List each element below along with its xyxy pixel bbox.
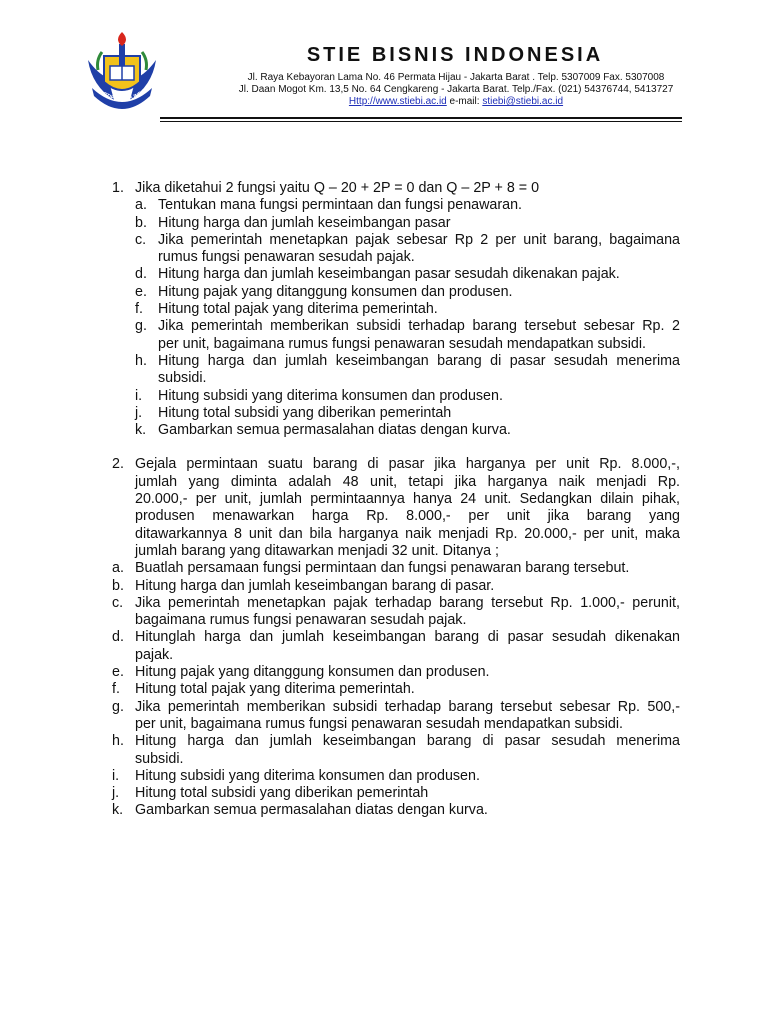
item-letter: d. bbox=[112, 629, 124, 646]
text-line: Hitung total subsidi yang diberikan pemerintah bbox=[158, 404, 452, 421]
item-text bbox=[158, 353, 680, 388]
item-letter: i. bbox=[112, 767, 120, 784]
item-letter: f. bbox=[112, 681, 120, 698]
item-letter: a. bbox=[112, 560, 124, 577]
text-line: Hitung pajak yang ditanggung konsumen dan produsen. bbox=[135, 664, 490, 681]
text-line: produsen menawarkan harga Rp. 8.000,- per unit jika barang yang bbox=[135, 508, 680, 525]
item-letter: i. bbox=[135, 387, 143, 404]
list-item bbox=[0, 266, 768, 283]
item-text bbox=[158, 388, 680, 405]
list-item bbox=[0, 301, 768, 318]
text-line: Hitung harga dan jumlah keseimbangan pasar bbox=[158, 214, 451, 231]
list-item bbox=[0, 560, 768, 577]
list-item bbox=[0, 664, 768, 681]
text-line: jumlah yang diminta adalah 48 unit, tetapi jika harganya naik menjadi Rp. bbox=[135, 473, 680, 490]
institution-name: STIE BISNIS INDONESIA bbox=[306, 44, 604, 66]
text-line: Jika pemerintah memberikan subsidi terhadap barang tersebut sebesar Rp. 500,- bbox=[135, 698, 680, 715]
email-link[interactable]: stiebi@stiebi.ac.id bbox=[482, 96, 564, 107]
header-divider bbox=[160, 117, 682, 119]
text-line: Gambarkan semua permasalahan diatas dengan kurva. bbox=[135, 802, 488, 819]
list-item bbox=[0, 232, 768, 267]
text-line: Hitung harga dan jumlah keseimbangan pasar sesudah dikenakan pajak. bbox=[158, 266, 620, 283]
item-text bbox=[135, 560, 680, 577]
question-number: 2. bbox=[112, 456, 124, 473]
list-item bbox=[0, 681, 768, 698]
item-letter: c. bbox=[135, 231, 147, 248]
list-item bbox=[0, 733, 768, 768]
list-item bbox=[0, 388, 768, 405]
item-text bbox=[135, 733, 680, 768]
item-text bbox=[158, 301, 680, 318]
text-line: Hitunglah harga dan jumlah keseimbangan barang di pasar sesudah dikenakan bbox=[135, 629, 680, 646]
question-sheet bbox=[0, 180, 768, 820]
item-letter: f. bbox=[135, 301, 143, 318]
text-line: per unit, bagaimana rumus fungsi penawaran sesudah mendapatkan subsidi. bbox=[135, 715, 623, 732]
list-item bbox=[0, 318, 768, 353]
institution-logo bbox=[84, 30, 160, 116]
list-item bbox=[0, 699, 768, 734]
item-letter: e. bbox=[112, 664, 124, 681]
list-item bbox=[0, 284, 768, 301]
item-letter: d. bbox=[135, 266, 147, 283]
list-item bbox=[0, 197, 768, 214]
item-text bbox=[135, 699, 680, 734]
text-line: Hitung total pajak yang diterima pemerintah. bbox=[135, 681, 415, 698]
text-line: subsidi. bbox=[135, 750, 184, 767]
item-text bbox=[135, 802, 680, 819]
text-line: Hitung subsidi yang diterima konsumen dan produsen. bbox=[158, 387, 503, 404]
item-letter: j. bbox=[112, 785, 120, 802]
question-row bbox=[0, 456, 768, 560]
item-text bbox=[158, 318, 680, 353]
spacer bbox=[0, 439, 768, 456]
item-letter: k. bbox=[112, 802, 124, 819]
list-item bbox=[0, 353, 768, 388]
question-2 bbox=[0, 456, 768, 819]
list-item bbox=[0, 578, 768, 595]
email-label: e-mail: bbox=[449, 96, 480, 107]
text-line: Gejala permintaan suatu barang di pasar jika harganya per unit Rp. 8.000,-, bbox=[135, 456, 680, 473]
list-item bbox=[0, 629, 768, 664]
list-item bbox=[0, 785, 768, 802]
text-line: Buatlah persamaan fungsi permintaan dan fungsi penawaran barang tersebut. bbox=[135, 560, 630, 577]
question-row bbox=[0, 180, 768, 197]
item-letter: h. bbox=[112, 733, 124, 750]
list-item bbox=[0, 422, 768, 439]
item-text bbox=[135, 578, 680, 595]
text-line: Hitung pajak yang ditanggung konsumen dan produsen. bbox=[158, 283, 513, 300]
item-text bbox=[135, 629, 680, 664]
item-letter: c. bbox=[112, 594, 124, 611]
address-line-2: Jl. Daan Mogot Km. 13,5 No. 64 Cengkareng - Jakarta Barat. Telp./Fax. (021) 54376744, 5413727 bbox=[238, 84, 674, 95]
question-text: Jika diketahui 2 fungsi yaitu Q – 20 + 2P = 0 dan Q – 2P + 8 = 0 bbox=[135, 180, 540, 196]
text-line: Hitung total pajak yang diterima pemerintah. bbox=[158, 301, 438, 318]
item-letter: b. bbox=[112, 577, 124, 594]
item-letter: h. bbox=[135, 352, 147, 369]
website-link[interactable]: Http://www.stiebi.ac.id bbox=[348, 96, 447, 107]
text-line: 20.000,- per unit, jumlah permintaannya hanya 24 unit. Sedangkan dilain pihak, bbox=[135, 491, 680, 508]
item-text bbox=[135, 785, 680, 802]
torch-flame-icon bbox=[118, 32, 126, 46]
item-letter: e. bbox=[135, 283, 147, 300]
question-paragraph bbox=[135, 456, 680, 560]
item-text bbox=[158, 197, 680, 214]
list-item bbox=[0, 215, 768, 232]
item-text bbox=[158, 422, 680, 439]
item-text bbox=[158, 284, 680, 301]
text-line: Hitung harga dan jumlah keseimbangan barang di pasar. bbox=[135, 577, 495, 594]
question-1-items bbox=[0, 197, 768, 439]
item-text bbox=[135, 595, 680, 630]
item-letter: g. bbox=[135, 318, 147, 335]
address-line-1: Jl. Raya Kebayoran Lama No. 46 Permata Hijau - Jakarta Barat . Telp. 5307009 Fax. 5307008 bbox=[247, 72, 665, 83]
item-text bbox=[135, 681, 680, 698]
list-item bbox=[0, 802, 768, 819]
text-line: rumus fungsi penawaran sesudah pajak. bbox=[158, 249, 415, 266]
text-line: Hitung subsidi yang diterima konsumen dan produsen. bbox=[135, 767, 480, 784]
item-letter: k. bbox=[135, 422, 147, 439]
text-line: Hitung harga dan jumlah keseimbangan barang di pasar sesudah menerima bbox=[158, 352, 680, 369]
item-letter: a. bbox=[135, 197, 147, 214]
text-line: Jika pemerintah menetapkan pajak terhadap barang tersebut Rp. 1.000,- perunit, bbox=[135, 594, 680, 611]
text-line: pajak. bbox=[135, 646, 174, 663]
logo-ribbon-text: STIE BISNIS INDON bbox=[101, 85, 151, 104]
item-text bbox=[158, 232, 680, 267]
item-letter: j. bbox=[135, 404, 143, 421]
question-2-items bbox=[0, 560, 768, 819]
item-text bbox=[158, 405, 680, 422]
item-text bbox=[158, 266, 680, 283]
item-letter: g. bbox=[112, 698, 124, 715]
text-line: Gambarkan semua permasalahan diatas dengan kurva. bbox=[158, 422, 511, 439]
contact-line bbox=[186, 96, 726, 108]
list-item bbox=[0, 405, 768, 422]
header-divider-thin bbox=[160, 121, 682, 122]
text-line: Hitung total subsidi yang diberikan pemerintah bbox=[135, 785, 429, 802]
question-number: 1. bbox=[112, 180, 124, 196]
text-line: Tentukan mana fungsi permintaan dan fungsi penawaran. bbox=[158, 197, 523, 214]
item-text bbox=[135, 664, 680, 681]
text-line: ditawarkannya 8 unit dan bila harganya naik menjadi Rp. 20.000,- per unit, maka bbox=[135, 525, 680, 542]
text-line: Jika pemerintah memberikan subsidi terhadap barang tersebut sebesar Rp. 2 bbox=[158, 318, 680, 335]
text-line: subsidi. bbox=[158, 370, 207, 387]
text-line: per unit, bagaimana rumus fungsi penawaran sesudah mendapatkan subsidi. bbox=[158, 335, 646, 352]
list-item bbox=[0, 595, 768, 630]
question-1 bbox=[0, 180, 768, 439]
item-letter: b. bbox=[135, 214, 147, 231]
text-line: bagaimana rumus fungsi penawaran sesudah pajak. bbox=[135, 612, 467, 629]
text-line: Hitung harga dan jumlah keseimbangan barang di pasar sesudah menerima bbox=[135, 733, 680, 750]
text-line: jumlah barang yang ditawarkan menjadi 32 unit. Ditanya ; bbox=[135, 542, 499, 559]
item-text bbox=[135, 768, 680, 785]
list-item bbox=[0, 768, 768, 785]
item-text bbox=[158, 215, 680, 232]
text-line: Jika pemerintah menetapkan pajak sebesar Rp 2 per unit barang, bagaimana bbox=[158, 231, 680, 248]
